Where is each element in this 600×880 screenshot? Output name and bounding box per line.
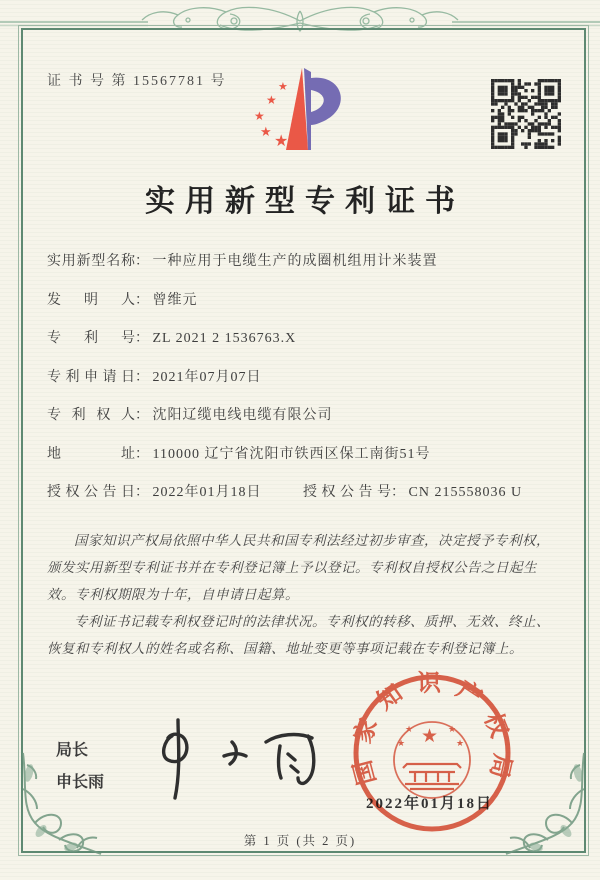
field-value: 2022年01月18日 (152, 485, 262, 500)
director-title: 局长 (56, 742, 89, 759)
field-label: 专利权人 (47, 408, 135, 423)
legal-paragraph-2: 专利证书记载专利权登记时的法律状况。专利权的转移、质押、无效、终止、恢复和专利权人的姓名或名称、国籍、地址变更等事项记载在专利登记簿上。 (47, 614, 550, 656)
svg-text:★: ★ (421, 725, 439, 747)
field-list (47, 252, 555, 522)
certificate-title: 实用新型专利证书 (145, 185, 465, 218)
svg-text:★: ★ (397, 739, 406, 749)
field-value: CN 215558036 U (408, 485, 523, 500)
field-label: 实用新型名称 (47, 254, 135, 269)
director-name: 申长雨 (56, 774, 105, 791)
field-value: 110000 辽宁省沈阳市铁西区保工南街51号 (152, 446, 431, 462)
field-label: 发明人 (47, 292, 135, 308)
field-label: 授权公告日 (47, 485, 135, 500)
field-label: 授权公告号 (303, 485, 391, 500)
field-inventor: 发明人： 曾维元 (47, 291, 555, 330)
field-value: 2021年07月07日 (152, 369, 262, 385)
field-address: 地址： 110000 辽宁省沈阳市铁西区保工南街51号 (47, 445, 555, 484)
director-block (56, 735, 104, 799)
field-grant-row (47, 483, 555, 522)
field-patent-number: 专利号： ZL 2021 2 1536763.X (47, 329, 555, 368)
legal-paragraph-1: 国家知识产权局依照中华人民共和国专利法经过初步审查，决定授予专利权，颁发实用新型专利证书并在专利登记簿上予以登记。专利权自授权公告之日起生效。专利权期限为十年，自申请日起算。 (47, 533, 550, 602)
top-flourish-ornament (0, 0, 600, 36)
emblem-gate (403, 764, 461, 789)
national-emblem-icon (397, 725, 464, 749)
round-red-seal (347, 668, 517, 838)
svg-text:★: ★ (254, 109, 265, 123)
field-label: 专利申请日 (47, 369, 135, 385)
svg-text:★: ★ (260, 125, 272, 140)
svg-text:★: ★ (448, 725, 457, 735)
field-grant-number: 授权公告号： CN 215558036 U (303, 483, 522, 503)
svg-text:★: ★ (274, 131, 289, 150)
field-patentee: 专利权人： 沈阳辽缆电线电缆有限公司 (47, 406, 555, 445)
seal-date: 2022年01月18日 (366, 796, 494, 812)
handwritten-signature-icon (128, 712, 348, 804)
page-number: 第 1 页 (共 2 页) (243, 834, 357, 848)
svg-text:★: ★ (266, 93, 277, 107)
svg-text:★: ★ (405, 725, 414, 735)
field-value: ZL 2021 2 1536763.X (152, 331, 297, 346)
legal-statement (47, 527, 557, 662)
qr-code (491, 79, 561, 149)
field-value: 曾维元 (152, 292, 198, 308)
qr-code-pattern (491, 79, 561, 149)
certificate-number: 证 书 号 第 15567781 号 (47, 74, 227, 89)
field-grant-date: 授权公告日： 2022年01月18日 (47, 485, 265, 500)
svg-text:★: ★ (456, 739, 465, 749)
seal-ring-text: 国家知识产权局 (349, 670, 516, 788)
field-value: 一种应用于电缆生产的成圈机组用计米装置 (152, 254, 438, 269)
cnipa-logo-icon (240, 62, 366, 166)
field-utility-model-name: 实用新型名称： 一种应用于电缆生产的成圈机组用计米装置 (47, 252, 555, 291)
field-value: 沈阳辽缆电线电缆有限公司 (152, 408, 333, 423)
logo-stars (254, 80, 288, 150)
field-label: 专利号 (47, 331, 135, 346)
field-label: 地址 (47, 446, 135, 462)
svg-text:★: ★ (278, 80, 288, 93)
field-filing-date: 专利申请日： 2021年07月07日 (47, 368, 555, 407)
